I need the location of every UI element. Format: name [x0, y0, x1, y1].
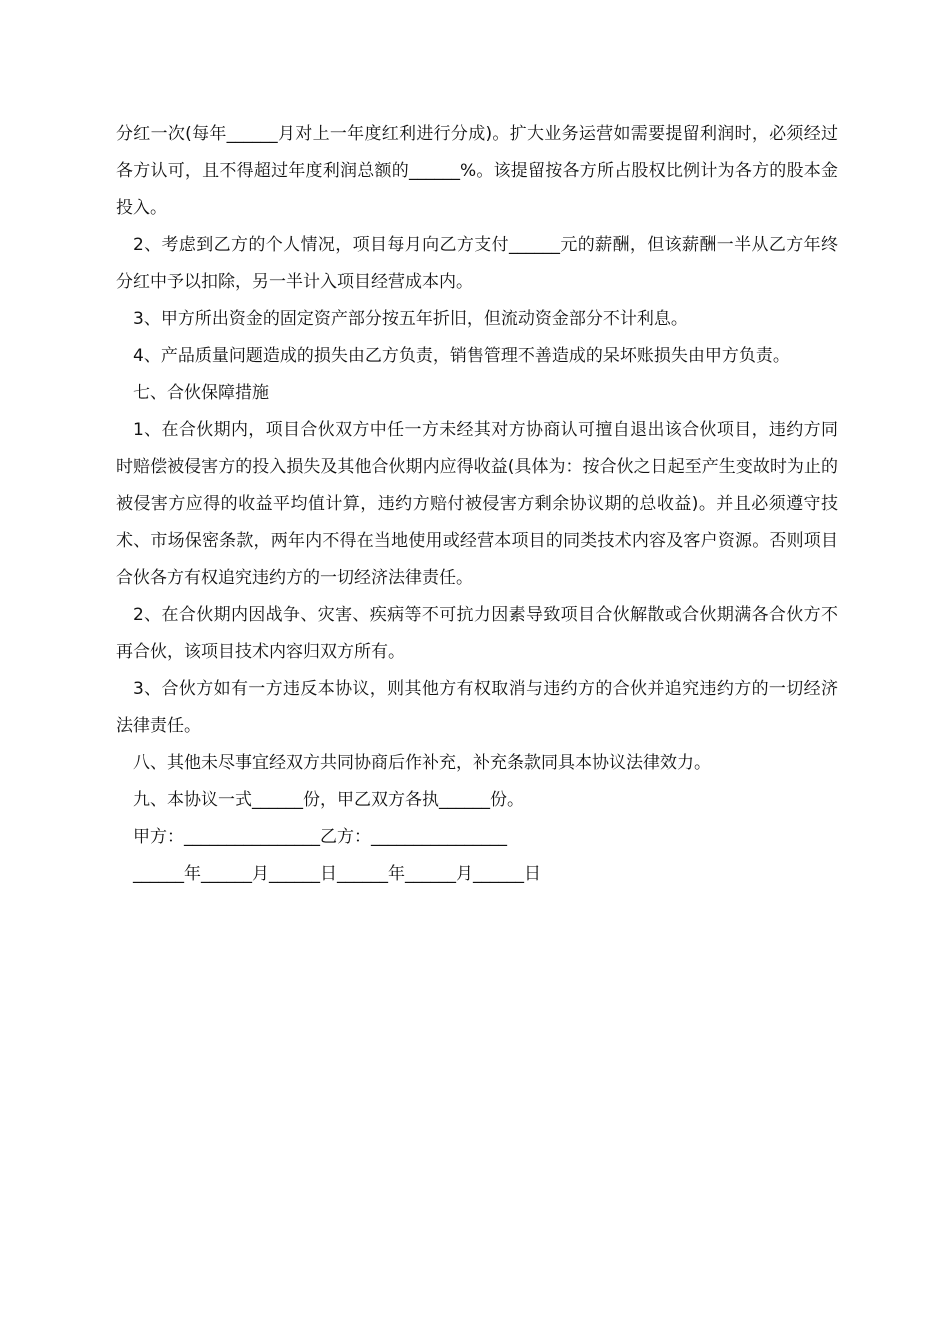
paragraph-withdrawal: 1、在合伙期内，项目合伙双方中任一方未经其对方协商认可擅自退出该合伙项目，违约方同时赔偿被侵害方的投入损失及其他合伙期内应得收益(具体为：按合伙之日起至产生变故时为止的被侵害方应得的收益平均值计算，违约方赔付被侵害方剩余协议期的总收益)。并且必须遵守技术、市场保密条款，两年内不得在当地使用或经营本项目的同类技术内容及客户资源。否则项目合伙各方有权追究违约方的一切经济法律责任。 [116, 420, 838, 588]
paragraph-quality-loss: 4、产品质量问题造成的损失由乙方负责，销售管理不善造成的呆坏账损失由甲方负责。 [133, 346, 790, 366]
paragraph-copies: 九、本协议一式______份，甲乙双方各执______份。 [133, 790, 524, 810]
paragraph-salary: 2、考虑到乙方的个人情况，项目每月向乙方支付______元的薪酬，但该薪酬一半从乙方年终分红中予以扣除，另一半计入项目经营成本内。 [116, 235, 838, 292]
paragraph-depreciation: 3、甲方所出资金的固定资产部分按五年折旧，但流动资金部分不计利息。 [133, 309, 688, 329]
date-line: ______年______月______日______年______月______日 [133, 864, 541, 884]
paragraph-breach: 3、合伙方如有一方违反本协议，则其他方有权取消与违约方的合伙并追究违约方的一切经济法律责任。 [116, 679, 838, 736]
paragraph-dividend: 分红一次(每年______月对上一年度红利进行分成)。扩大业务运营如需要提留利润时，必须经过各方认可，且不得超过年度利润总额的______%。该提留按各方所占股权比例计为各方的股本金投入。 [116, 124, 838, 218]
paragraph-force-majeure: 2、在合伙期内因战争、灾害、疾病等不可抗力因素导致项目合伙解散或合伙期满各合伙方不再合伙，该项目技术内容归双方所有。 [116, 605, 838, 662]
signature-line: 甲方：________________乙方：________________ [133, 827, 507, 847]
section-heading-guarantee: 七、合伙保障措施 [133, 383, 269, 403]
paragraph-supplement: 八、其他未尽事宜经双方共同协商后作补充，补充条款同具本协议法律效力。 [133, 753, 711, 773]
document-body [116, 116, 838, 893]
